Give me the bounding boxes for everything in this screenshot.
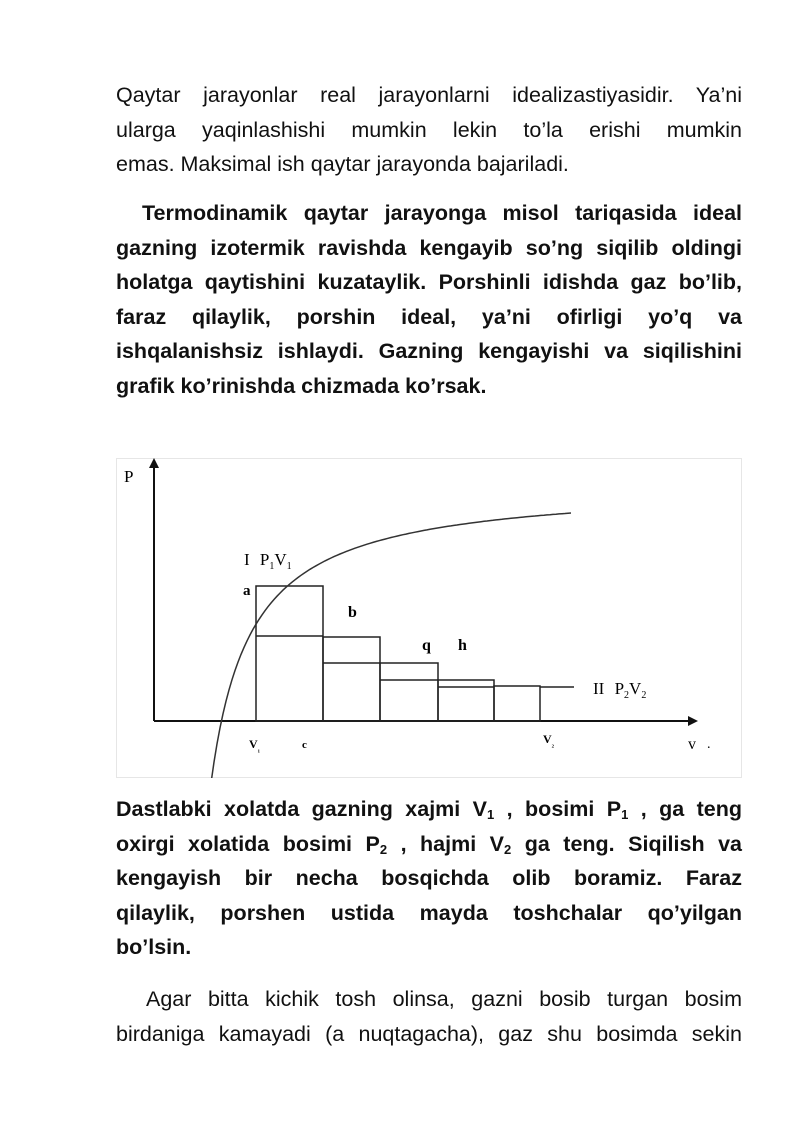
text-line: emas. Maksimal ish qaytar jarayonda bajariladi. (116, 152, 569, 176)
point-b-label: b (348, 604, 357, 621)
pv-isotherm-diagram (116, 458, 742, 778)
text-line: Termodinamik qaytar jarayonga misol tariqasida ideal (142, 201, 742, 225)
text-run: Dastlabki xolatda gazning xajmi V (116, 797, 488, 821)
point-q-label: q (422, 637, 431, 654)
text-line: gazning izotermik ravishda kengayib so’ng siqilib oldingi (116, 235, 742, 260)
step-rect (323, 637, 380, 721)
step-rect (256, 586, 323, 721)
trailing-dot: . (707, 737, 711, 752)
figure-frame (117, 459, 742, 778)
state-1-label: I $P_1V_1$ (244, 550, 292, 572)
paragraph-states-bold (116, 792, 742, 965)
state-2-label: II $P_2V_2$ (593, 679, 647, 701)
subscript: 2 (504, 841, 512, 857)
text-line: faraz qilaylik, porshin ideal, ya’ni ofirligi yo’q va (116, 304, 742, 329)
text-run: ga teng. Siqilish va (511, 831, 742, 856)
subscript: 1 (487, 807, 495, 822)
text-run: , hajmi V (387, 831, 505, 856)
tick-v2-label: $V_{_2}$ (543, 732, 555, 748)
tick-c-label: c (302, 739, 307, 751)
text-line (116, 827, 742, 862)
text-run: oxirgi xolatida bosimi P (116, 831, 380, 856)
step-rect (438, 680, 494, 721)
tick-v1-label: $V_{_1}$ (249, 737, 261, 753)
point-h-label: h (458, 637, 467, 654)
text-line (116, 792, 742, 827)
text-line: Agar bitta kichik tosh olinsa, gazni bosib turgan bosim (146, 987, 742, 1011)
step-rectangles (256, 586, 574, 721)
point-a-label: a (243, 583, 251, 599)
text-line: bo’lsin. (116, 935, 192, 959)
text-line: ularga yaqinlashishi mumkin lekin to’la erishi mumkin (116, 117, 742, 142)
text-line: holatga qaytishini kuzataylik. Porshinli idishda gaz bo’lib, (116, 270, 742, 294)
text-run: , bosimi P (494, 797, 622, 821)
paragraph-stone-removal (116, 982, 742, 1051)
text-line: qilaylik, porshen ustida mayda toshchalar qo’yilgan (116, 900, 742, 925)
step-rect (494, 686, 540, 721)
y-axis-arrow (149, 458, 159, 468)
y-axis-label: P (124, 467, 134, 486)
paragraph-example-bold (116, 196, 742, 403)
paragraph-intro (116, 78, 742, 182)
text-line: birdaniga kamayadi (a nuqtagacha), gaz shu bosimda sekin (116, 1021, 742, 1046)
text-line: Qaytar jarayonlar real jarayonlarni idealizastiyasidir. Ya’ni (116, 83, 742, 107)
x-axis-arrow (688, 716, 698, 726)
text-line: kengayish bir necha bosqichda olib boramiz. Faraz (116, 866, 742, 890)
subscript: 2 (379, 841, 388, 857)
text-line: grafik ko’rinishda chizmada ko’rsak. (116, 373, 487, 398)
subscript: 1 (621, 807, 629, 822)
text-line: ishqalanishsiz ishlaydi. Gazning kengayishi va siqilishini (116, 339, 742, 363)
x-axis-label: v (688, 736, 696, 753)
step-rect (380, 663, 438, 721)
text-run: , ga teng (628, 797, 742, 821)
